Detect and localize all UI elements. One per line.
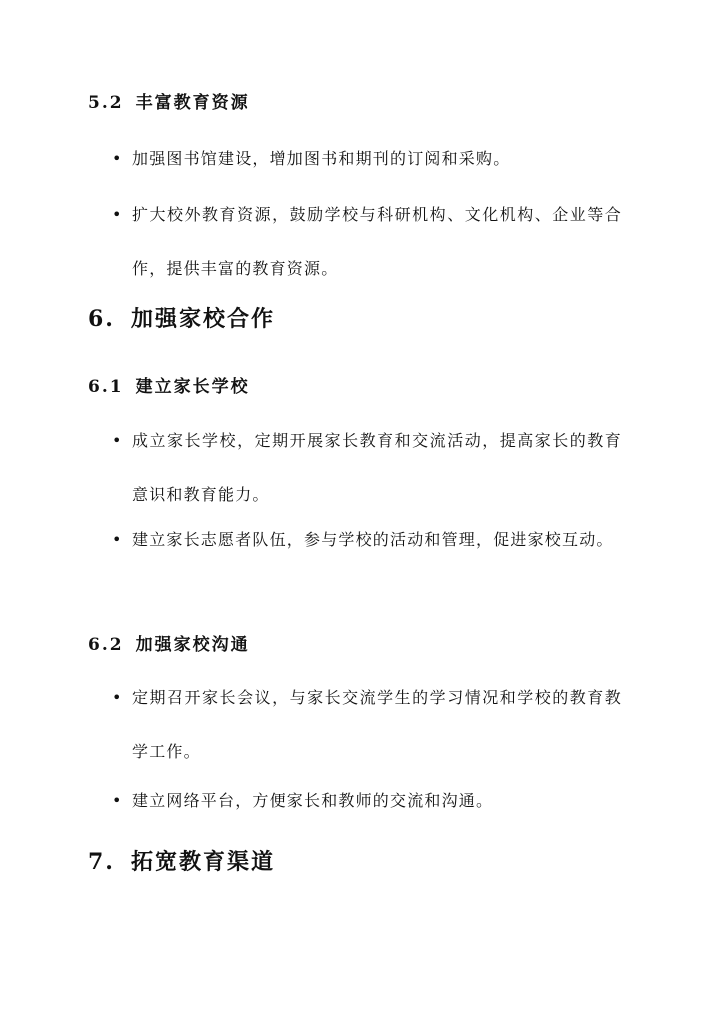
section-title: 拓宽教育渠道 <box>130 849 275 875</box>
section-heading-5-2 <box>88 88 250 113</box>
section-heading-6 <box>88 302 275 333</box>
list-item <box>112 132 622 186</box>
list-item <box>112 188 622 296</box>
section-title: 加强家校沟通 <box>135 635 250 655</box>
list-item <box>112 513 622 567</box>
section-number: 6.1 <box>88 377 124 397</box>
section-heading-6-1 <box>88 372 250 397</box>
section-number: 5.2 <box>88 93 124 113</box>
bullet-icon: • <box>112 205 122 224</box>
list-item-text: 建立网络平台，方便家长和教师的交流和沟通。 <box>132 791 494 810</box>
section-number: 6.2 <box>88 635 124 655</box>
list-item <box>112 414 622 522</box>
bullet-icon: • <box>112 431 122 450</box>
list-item-text: 成立家长学校，定期开展家长教育和交流活动，提高家长的教育意识和教育能力。 <box>132 431 622 504</box>
list-item <box>112 774 622 828</box>
section-heading-7 <box>88 845 275 876</box>
list-item-text: 扩大校外教育资源，鼓励学校与科研机构、文化机构、企业等合作，提供丰富的教育资源。 <box>132 205 622 278</box>
section-number: 6. <box>88 306 115 332</box>
list-item-text: 定期召开家长会议，与家长交流学生的学习情况和学校的教育教学工作。 <box>132 688 622 761</box>
section-number: 7. <box>88 849 115 875</box>
bullet-icon: • <box>112 791 122 810</box>
list-item <box>112 671 622 779</box>
list-item-text: 建立家长志愿者队伍，参与学校的活动和管理，促进家校互动。 <box>132 530 614 549</box>
bullet-icon: • <box>112 149 122 168</box>
section-title: 建立家长学校 <box>135 377 250 397</box>
bullet-icon: • <box>112 530 122 549</box>
section-heading-6-2 <box>88 630 250 655</box>
bullet-icon: • <box>112 688 122 707</box>
section-title: 加强家校合作 <box>130 306 275 332</box>
section-title: 丰富教育资源 <box>135 93 250 113</box>
list-item-text: 加强图书馆建设，增加图书和期刊的订阅和采购。 <box>132 149 511 168</box>
